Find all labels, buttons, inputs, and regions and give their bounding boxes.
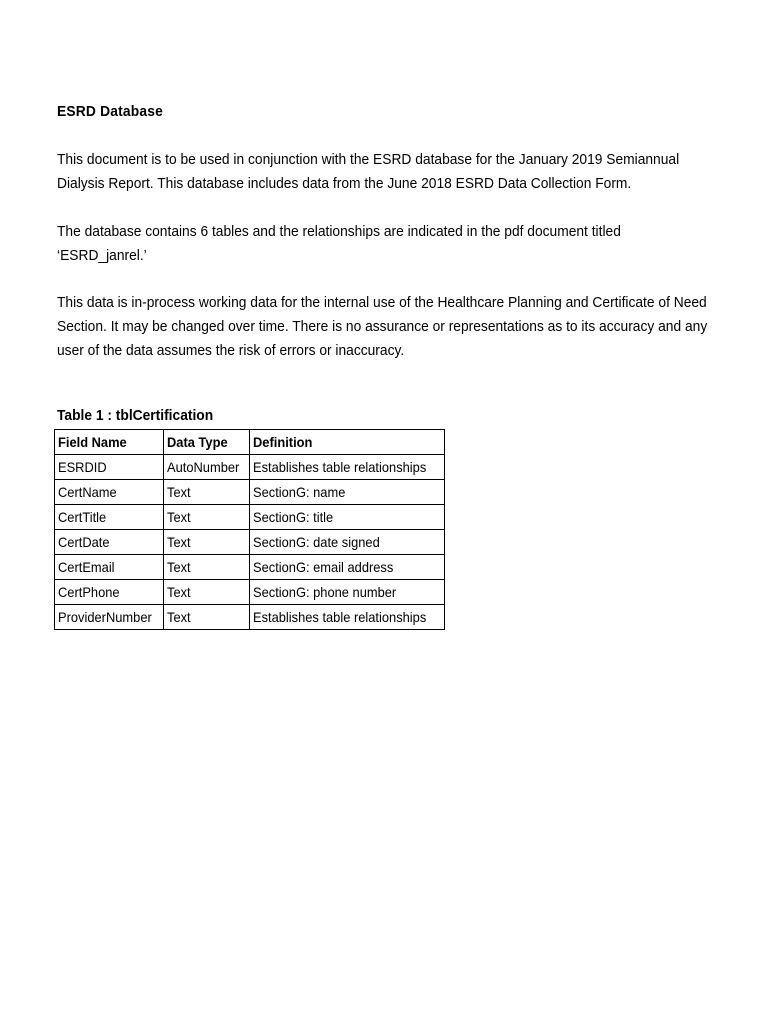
data-type-cell: Text bbox=[163, 555, 249, 580]
definition-cell: Establishes table relationships bbox=[249, 455, 444, 480]
document-title: ESRD Database bbox=[57, 103, 163, 120]
disclaimer-paragraph: This data is in-process working data for the internal use of the Healthcare Planning and Certificate of Need Section. It may be changed over time. There is no assurance or representations as to its accuracy and any user of the data assumes the risk of errors or inaccuracy. bbox=[57, 294, 708, 359]
certification-table bbox=[54, 429, 445, 630]
document-page bbox=[57, 100, 717, 625]
table-row bbox=[55, 580, 445, 605]
field-name-cell: CertPhone bbox=[55, 580, 164, 605]
table-row bbox=[55, 455, 445, 480]
field-name-cell: CertEmail bbox=[55, 555, 164, 580]
intro-paragraph: This document is to be used in conjunction with the ESRD database for the January 2019 Semiannual Dialysis Report. This database includes data from the June 2018 ESRD Data Collection Form. bbox=[57, 151, 680, 192]
definition-cell: SectionG: date signed bbox=[249, 530, 444, 555]
tables-paragraph: The database contains 6 tables and the relationships are indicated in the pdf document titled ‘ESRD_janrel.’ bbox=[57, 223, 621, 264]
data-type-cell: Text bbox=[163, 505, 249, 530]
definition-cell: SectionG: name bbox=[249, 480, 444, 505]
definition-cell: SectionG: email address bbox=[249, 555, 444, 580]
table-row bbox=[55, 605, 445, 630]
table-row bbox=[55, 480, 445, 505]
header-data-type: Data Type bbox=[163, 430, 249, 455]
field-name-cell: CertDate bbox=[55, 530, 164, 555]
data-type-cell: Text bbox=[163, 605, 249, 630]
data-type-cell: Text bbox=[163, 530, 249, 555]
field-name-cell: ESRDID bbox=[55, 455, 164, 480]
table-row bbox=[55, 530, 445, 555]
table-header-row bbox=[55, 430, 445, 455]
table-row bbox=[55, 555, 445, 580]
definition-cell: SectionG: title bbox=[249, 505, 444, 530]
table-row bbox=[55, 505, 445, 530]
header-definition: Definition bbox=[249, 430, 444, 455]
definition-cell: Establishes table relationships bbox=[249, 605, 444, 630]
definition-cell: SectionG: phone number bbox=[249, 580, 444, 605]
field-name-cell: CertTitle bbox=[55, 505, 164, 530]
data-type-cell: Text bbox=[163, 580, 249, 605]
data-type-cell: AutoNumber bbox=[163, 455, 249, 480]
table-caption: Table 1 : tblCertification bbox=[57, 407, 214, 424]
field-name-cell: CertName bbox=[55, 480, 164, 505]
data-type-cell: Text bbox=[163, 480, 249, 505]
field-name-cell: ProviderNumber bbox=[55, 605, 164, 630]
header-field-name: Field Name bbox=[55, 430, 164, 455]
